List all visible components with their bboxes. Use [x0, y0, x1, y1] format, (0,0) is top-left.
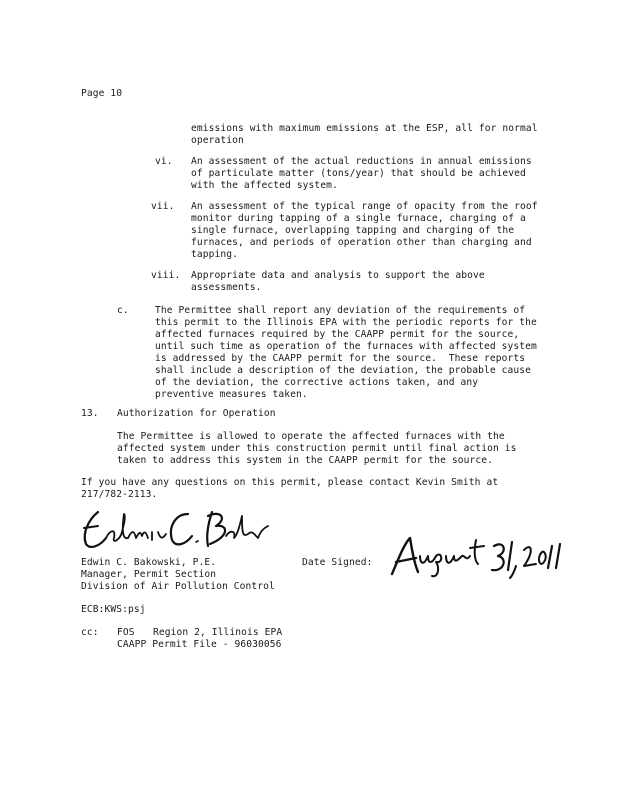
condition-vii-line-1: An assessment of the typical range of opacity from the roof: [191, 201, 538, 212]
section-13-number: 13.: [81, 408, 99, 419]
signer-division: Division of Air Pollution Control: [81, 581, 275, 592]
date-signed-label: Date Signed:: [302, 557, 373, 568]
cc-entry-1-text: Region 2, Illinois EPA: [153, 627, 283, 638]
condition-vii-line-2: monitor during tapping of a single furnace, charging of a: [191, 213, 526, 224]
condition-vi-line-1: An assessment of the actual reductions in annual emissions: [191, 156, 532, 167]
page-number: Page 10: [81, 88, 123, 99]
signer-name: Edwin C. Bakowski, P.E.: [81, 557, 217, 568]
section-13-title: Authorization for Operation: [117, 408, 276, 419]
condition-v-line-2: operation: [191, 135, 244, 146]
section-13-line-3: taken to address this system in the CAAPP permit for the source.: [117, 455, 494, 466]
condition-viii-line-2: assessments.: [191, 282, 262, 293]
condition-vii-number: vii.: [151, 201, 175, 212]
signer-title: Manager, Permit Section: [81, 569, 217, 580]
cc-entry-1-code: FOS: [117, 627, 135, 638]
condition-c-line-5: is addressed by the CAAPP permit for the source. These reports: [155, 353, 526, 364]
condition-vi-line-3: with the affected system.: [191, 180, 338, 191]
handwritten-date: [384, 532, 566, 582]
condition-viii-number: viii.: [151, 270, 181, 281]
cc-label: cc:: [81, 627, 99, 638]
condition-v-line-1: emissions with maximum emissions at the ESP, all for normal: [191, 123, 538, 134]
condition-c-line-2: this permit to the Illinois EPA with the periodic reports for the: [155, 317, 537, 328]
cc-entry-2-text: CAAPP Permit File - 96030056: [117, 639, 282, 650]
condition-vi-line-2: of particulate matter (tons/year) that should be achieved: [191, 168, 526, 179]
condition-c-line-8: preventive measures taken.: [155, 389, 308, 400]
condition-c-line-4: until such time as operation of the furnaces with affected system: [155, 341, 537, 352]
condition-viii-line-1: Appropriate data and analysis to support the above: [191, 270, 485, 281]
condition-vii-line-5: tapping.: [191, 249, 239, 260]
condition-c-line-7: of the deviation, the corrective actions taken, and any: [155, 377, 479, 388]
initials-line: ECB:KWS:psj: [81, 604, 146, 615]
condition-c-line-3: affected furnaces required by the CAAPP permit for the source,: [155, 329, 520, 340]
condition-c-line-6: shall include a description of the deviation, the probable cause: [155, 365, 532, 376]
condition-c-label: c.: [117, 305, 129, 316]
section-13-line-1: The Permittee is allowed to operate the affected furnaces with the: [117, 431, 505, 442]
handwritten-signature: [76, 504, 272, 554]
condition-vii-line-4: furnaces, and periods of operation other than charging and: [191, 237, 532, 248]
condition-vi-number: vi.: [155, 156, 173, 167]
contact-line-1: If you have any questions on this permit, please contact Kevin Smith at: [81, 477, 499, 488]
section-13-line-2: affected system under this construction permit until final action is: [117, 443, 517, 454]
contact-line-2: 217/782-2113.: [81, 489, 158, 500]
condition-vii-line-3: single furnace, overlapping tapping and charging of the: [191, 225, 515, 236]
condition-c-line-1: The Permittee shall report any deviation of the requirements of: [155, 305, 526, 316]
